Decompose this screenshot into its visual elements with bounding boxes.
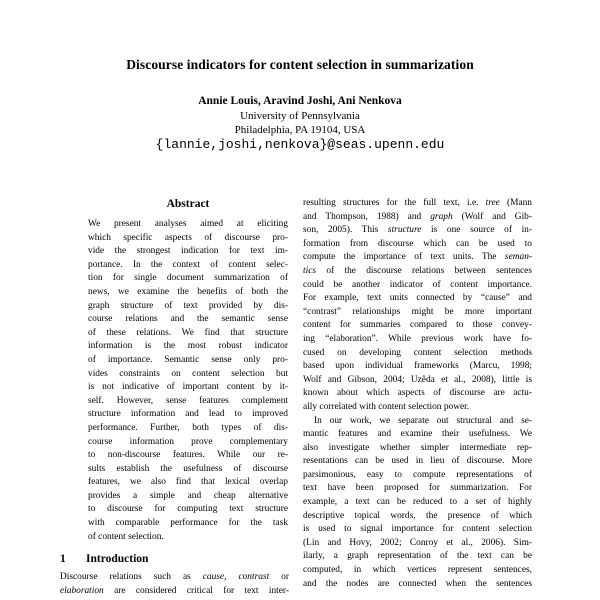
text-line: For example, text units connected by “cause” and	[303, 293, 532, 304]
section-title: Introduction	[86, 553, 149, 566]
text-line: computed, in which vertices represent sentences,	[303, 565, 532, 576]
text-line: compute the importance of text units. The seman-	[303, 252, 532, 263]
text-line: elaboration are considered critical for text inter-	[60, 585, 289, 596]
affiliation-university: University of Pennsylvania	[240, 110, 360, 122]
text-line: tion for single document summarization of	[88, 273, 288, 284]
text-line: could be another indicator of content importance.	[303, 279, 532, 290]
text-line: portance. In the context of content selec-	[88, 259, 288, 270]
right-column	[303, 197, 532, 591]
text-line: and Thompson, 1988) and graph (Wolf and Gib-	[303, 211, 532, 222]
text-line: to non-discourse features. While our re-	[88, 450, 288, 461]
section-heading-introduction	[60, 552, 289, 566]
text-line: course relations and the semantic sense	[88, 314, 288, 325]
text-line: is not indicative of important content by it-	[88, 382, 288, 393]
paper-title: Discourse indicators for content selection in summarization	[126, 57, 474, 72]
text-line: ally correlated with content selection power.	[303, 401, 470, 412]
text-line: course information prove complementary	[88, 436, 288, 447]
text-line: provides a simple and cheap alternative	[88, 490, 288, 501]
text-line: self. However, sense features complement	[88, 395, 288, 406]
authors-line: Annie Louis, Aravind Joshi, Ani Nenkova	[198, 95, 402, 107]
text-line: Discourse relations such as cause, contrast or	[60, 572, 289, 583]
text-line: is used to signal importance for content selection	[303, 524, 532, 535]
left-column	[60, 197, 289, 598]
text-line: (Lin and Hovy, 2002; Conroy et al., 2006). Sim-	[303, 537, 532, 548]
introduction-body	[60, 571, 289, 598]
text-line: of importance. Semantic sense only pro-	[88, 354, 288, 365]
text-line: ilarly, a graph representation of the text can be	[303, 551, 532, 562]
text-line: parsimonious, easy to compute representations of	[303, 469, 532, 480]
affiliation-address: Philadelphia, PA 19104, USA	[234, 124, 366, 136]
text-line: based upon individual frameworks (Marcu, 1998;	[303, 361, 532, 372]
text-line: ing “elaboration”. While previous work have fo-	[303, 333, 532, 344]
text-line: with comparable performance for the task	[88, 518, 288, 529]
text-line: text have been proposed for summarization. For	[303, 483, 532, 494]
text-line: of these relations. We find that structure	[88, 327, 288, 338]
text-line: cused on developing content selection methods	[303, 347, 532, 358]
text-line: features, we also find that lexical overlap	[88, 477, 288, 488]
text-line: and the nodes are connected when the sentences	[303, 578, 532, 589]
text-line: formation from discourse which can be used to	[303, 238, 532, 249]
text-line: graph structure of text provided by dis-	[88, 300, 288, 311]
text-line: content for summaries compared to those convey-	[303, 320, 532, 331]
text-line: resulting structures for the full text, i.e. tree (Mann	[303, 198, 532, 208]
text-line: “contrast” relationships might be more important	[303, 306, 532, 317]
text-line: vide the strongest indication for text im-	[88, 246, 288, 257]
section-number: 1	[60, 553, 66, 566]
text-line: example, a text can be reduced to a set of highly	[303, 497, 532, 508]
text-line: known about which aspects of discourse are actu-	[303, 388, 532, 399]
text-line: structure information and lead to improved	[88, 409, 288, 420]
text-line: tics of the discourse relations between sentences	[303, 265, 532, 276]
text-line: to discourse for computing text structure	[88, 504, 288, 515]
text-line: In our work, we separate out structural and se-	[314, 415, 532, 426]
authors-email: {lannie,joshi,nenkova}@seas.upenn.edu	[155, 137, 445, 152]
text-line: We present analyses aimed at eliciting	[88, 219, 288, 229]
text-line: descriptive topical words, the presence of which	[303, 510, 532, 521]
text-line: of content selection.	[88, 531, 164, 542]
text-line: resentations can be used in lieu of discourse. More	[303, 456, 532, 467]
text-line: information is the most robust indicator	[88, 341, 288, 352]
text-line: which specific aspects of discourse pro-	[88, 232, 288, 243]
abstract-body	[88, 218, 288, 544]
text-line: news, we examine the benefits of both the	[88, 286, 288, 297]
text-line: also investigate whether simpler intermediate rep-	[303, 442, 532, 453]
text-line: mantic features and examine their usefulness. We	[303, 429, 532, 440]
text-line: performance. Further, both types of dis-	[88, 422, 288, 433]
abstract-heading: Abstract	[166, 198, 210, 210]
text-line: Wolf and Gibson, 2004; Uzêda et al., 2008), little is	[303, 374, 532, 385]
text-line: vides constraints on content selection but	[88, 368, 288, 379]
text-line: son, 2005). This structure is one source of in-	[303, 225, 532, 236]
text-line: sults establish the usefulness of discourse	[88, 463, 288, 474]
